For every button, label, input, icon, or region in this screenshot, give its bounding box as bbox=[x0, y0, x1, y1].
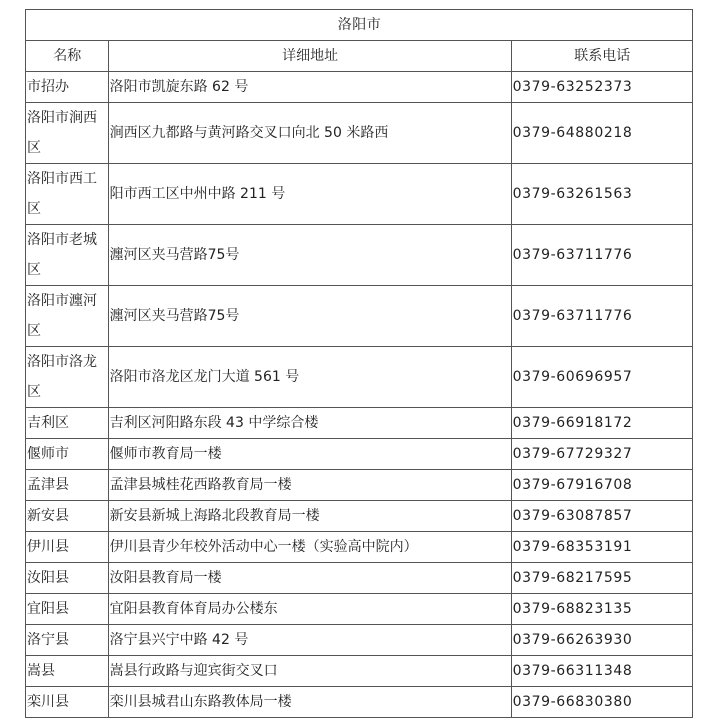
office-phone: 0379-67916708 bbox=[511, 470, 692, 501]
office-name: 洛宁县 bbox=[26, 625, 109, 656]
office-phone: 0379-60696957 bbox=[511, 347, 692, 408]
office-address: 偃师市教育局一楼 bbox=[108, 439, 511, 470]
office-name: 宜阳县 bbox=[26, 594, 109, 625]
office-name: 汝阳县 bbox=[26, 563, 109, 594]
table-row bbox=[26, 286, 693, 347]
table-row bbox=[26, 347, 693, 408]
table-row bbox=[26, 656, 693, 687]
office-name: 洛阳市老城区 bbox=[26, 225, 109, 286]
office-phone: 0379-63711776 bbox=[511, 286, 692, 347]
office-name: 市招办 bbox=[26, 72, 109, 103]
table-row bbox=[26, 470, 693, 501]
table-row bbox=[26, 72, 693, 103]
office-phone: 0379-66311348 bbox=[511, 656, 692, 687]
table-row bbox=[26, 563, 693, 594]
office-address: 伊川县青少年校外活动中心一楼（实验高中院内） bbox=[108, 532, 511, 563]
office-name: 偃师市 bbox=[26, 439, 109, 470]
office-address: 嵩县行政路与迎宾街交叉口 bbox=[108, 656, 511, 687]
table-row bbox=[26, 532, 693, 563]
office-address: 阳市西工区中州中路 211 号 bbox=[108, 164, 511, 225]
office-phone: 0379-64880218 bbox=[511, 103, 692, 164]
office-address: 瀍河区夹马营路75号 bbox=[108, 286, 511, 347]
office-name: 洛阳市瀍河区 bbox=[26, 286, 109, 347]
office-phone: 0379-63252373 bbox=[511, 72, 692, 103]
office-address: 洛阳市凯旋东路 62 号 bbox=[108, 72, 511, 103]
table-row bbox=[26, 439, 693, 470]
table-row bbox=[26, 103, 693, 164]
office-phone: 0379-68353191 bbox=[511, 532, 692, 563]
table-title: 洛阳市 bbox=[26, 10, 693, 41]
office-phone: 0379-66830380 bbox=[511, 687, 692, 718]
office-address: 瀍河区夹马营路75号 bbox=[108, 225, 511, 286]
table-row bbox=[26, 225, 693, 286]
office-phone: 0379-68823135 bbox=[511, 594, 692, 625]
contact-table bbox=[25, 9, 693, 718]
office-phone: 0379-68217595 bbox=[511, 563, 692, 594]
office-name: 伊川县 bbox=[26, 532, 109, 563]
office-name: 孟津县 bbox=[26, 470, 109, 501]
office-address: 汝阳县教育局一楼 bbox=[108, 563, 511, 594]
column-header-phone: 联系电话 bbox=[511, 41, 692, 72]
office-phone: 0379-66263930 bbox=[511, 625, 692, 656]
table-row bbox=[26, 501, 693, 532]
office-phone: 0379-66918172 bbox=[511, 408, 692, 439]
table-body bbox=[26, 72, 693, 718]
office-address: 新安县新城上海路北段教育局一楼 bbox=[108, 501, 511, 532]
office-name: 吉利区 bbox=[26, 408, 109, 439]
office-phone: 0379-63087857 bbox=[511, 501, 692, 532]
office-name: 洛阳市洛龙区 bbox=[26, 347, 109, 408]
office-address: 栾川县城君山东路教体局一楼 bbox=[108, 687, 511, 718]
column-header-name: 名称 bbox=[26, 41, 109, 72]
office-phone: 0379-63711776 bbox=[511, 225, 692, 286]
table-row bbox=[26, 408, 693, 439]
table-row bbox=[26, 625, 693, 656]
office-address: 洛阳市洛龙区龙门大道 561 号 bbox=[108, 347, 511, 408]
office-address: 宜阳县教育体育局办公楼东 bbox=[108, 594, 511, 625]
office-phone: 0379-63261563 bbox=[511, 164, 692, 225]
office-name: 洛阳市西工区 bbox=[26, 164, 109, 225]
office-phone: 0379-67729327 bbox=[511, 439, 692, 470]
office-name: 洛阳市涧西区 bbox=[26, 103, 109, 164]
office-name: 嵩县 bbox=[26, 656, 109, 687]
office-address: 吉利区河阳路东段 43 中学综合楼 bbox=[108, 408, 511, 439]
office-address: 孟津县城桂花西路教育局一楼 bbox=[108, 470, 511, 501]
office-address: 洛宁县兴宁中路 42 号 bbox=[108, 625, 511, 656]
table-row bbox=[26, 164, 693, 225]
table-row bbox=[26, 687, 693, 718]
table-row bbox=[26, 594, 693, 625]
column-header-address: 详细地址 bbox=[108, 41, 511, 72]
office-name: 栾川县 bbox=[26, 687, 109, 718]
office-address: 涧西区九都路与黄河路交叉口向北 50 米路西 bbox=[108, 103, 511, 164]
office-name: 新安县 bbox=[26, 501, 109, 532]
